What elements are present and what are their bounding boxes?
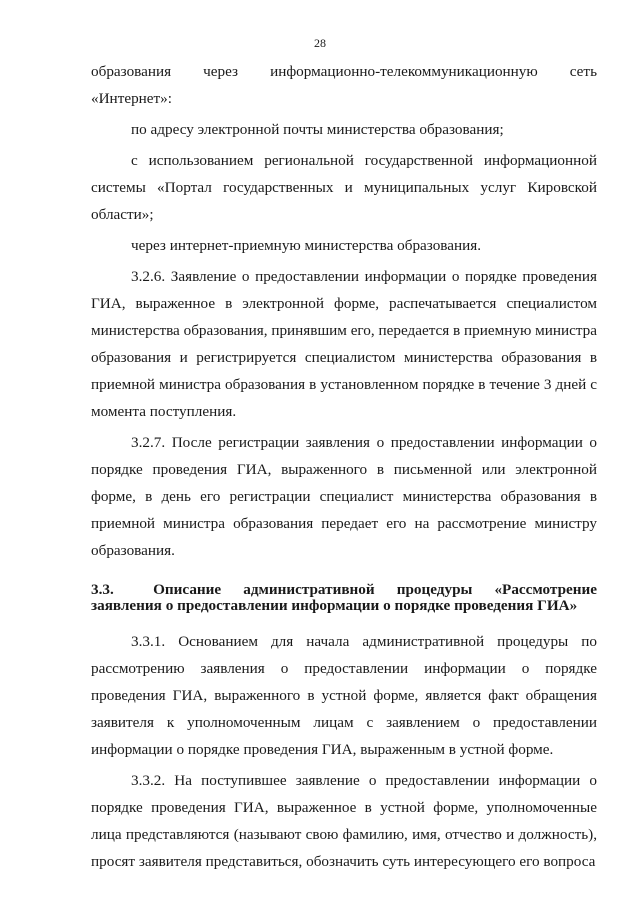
list-item-portal: с использованием региональной государственной информационной системы «Портал государственных и муниципальных услуг Кировской области»; — [91, 152, 597, 223]
document-body — [91, 58, 597, 875]
section-heading — [91, 582, 597, 614]
paragraph-continuation: образования через информационно-телекоммуникационную сеть «Интернет»: — [91, 63, 597, 107]
paragraph-3-3-1: 3.3.1. Основанием для начала административной процедуры по рассмотрению заявления о предоставлении информации о порядке проведения ГИА, выраженного в устной форме, является факт обращения заявителя к уполномоченным лицам с заявлением о предоставлении информации о порядке проведения ГИА, выраженным в устной форме. — [91, 633, 597, 758]
section-title: Описание административной процедуры «Рассмотрение заявления о предоставлении информации о порядке проведения ГИА» — [91, 581, 598, 614]
paragraph-3-3-2: 3.3.2. На поступившее заявление о предоставлении информации о порядке проведения ГИА, выраженное в устной форме, уполномоченные лица представляются (называют свою фамилию, имя, отчество и должность), просят заявителя представиться, обозначить суть интересующего его вопроса — [91, 772, 597, 870]
paragraph-3-2-6: 3.2.6. Заявление о предоставлении информации о порядке проведения ГИА, выраженное в электронной форме, распечатывается специалистом министерства образования, принявшим его, передается в приемную министра образования и регистрируется специалистом министерства образования в приемной министра образования в установленном порядке в течение 3 дней с момента поступления. — [91, 268, 597, 420]
list-item-email: по адресу электронной почты министерства образования; — [131, 121, 504, 138]
list-item-internet-reception: через интернет-приемную министерства образования. — [131, 237, 482, 254]
paragraph-3-2-7: 3.2.7. После регистрации заявления о предоставлении информации о порядке проведения ГИА, выраженного в письменной или электронной форме, в день его регистрации специалист министерства образования в приемной министра образования передает его на рассмотрение министру образования. — [91, 434, 597, 559]
page-number: 28 — [314, 36, 326, 50]
section-number: 3.3. — [91, 581, 114, 598]
